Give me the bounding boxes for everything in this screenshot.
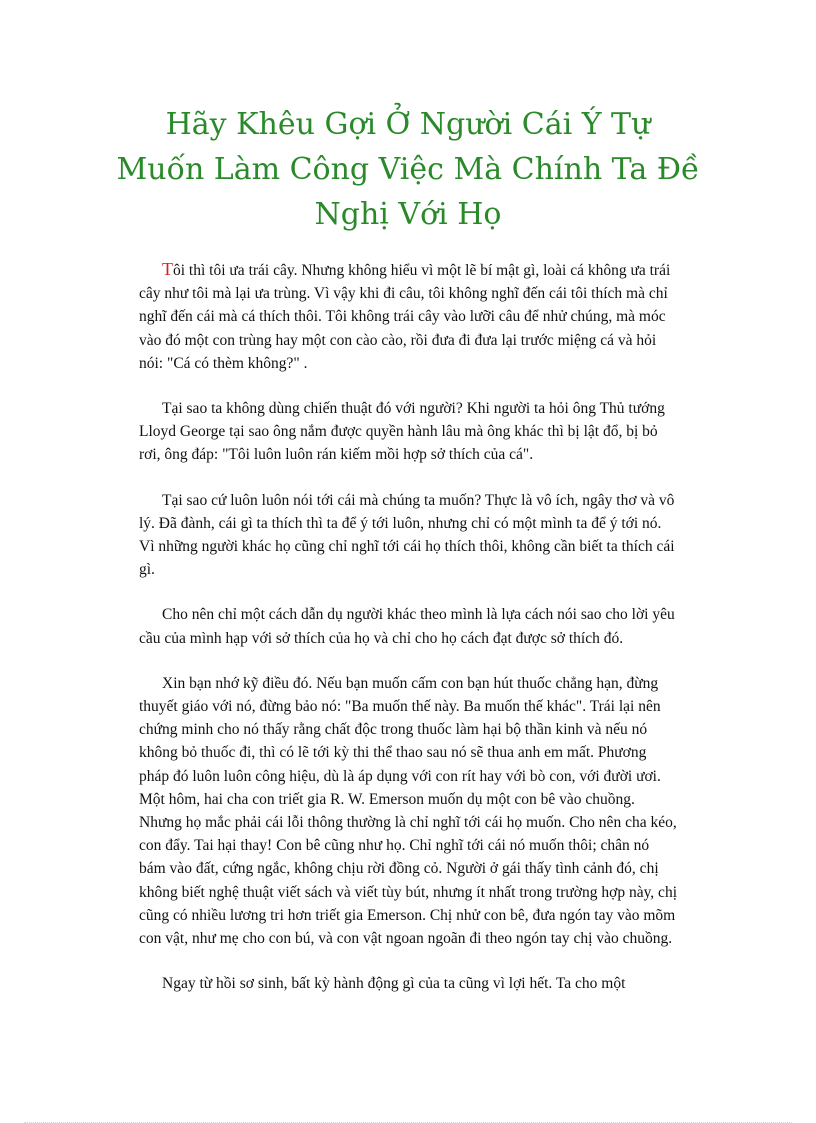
paragraph-text: ôi thì tôi ưa trái cây. Nhưng không hiểu vì một lẽ bí mật gì, loài cá không ưa trái cây như tôi mà lại ưa trùng. Vì vậy khi đi câu, tôi không nghĩ đến cái tôi thích mà chỉ nghĩ đến cái mà cá thích thôi. Tôi không trái cây vào lưỡi câu để nhử chúng, mà móc vào đó một con trùng hay một con cào cào, rồi đưa đi đưa lại trước miệng cá và hỏi nói: "Cá có thèm không?" . (139, 262, 671, 372)
paragraph-text: Tại sao cứ luôn luôn nói tới cái mà chúng ta muốn? Thực là vô ích, ngây thơ và vô lý. Đã đành, cái gì ta thích thì ta để ý tới luôn, nhưng chỉ có một mình ta để ý tới nó. Vì những người khác họ cũng chỉ nghĩ tới cái họ thích thôi, không cần biết ta thích cái gì. (139, 491, 675, 579)
paragraph-2 (139, 397, 679, 467)
title-line: Nghị Với Họ (314, 197, 502, 232)
paragraph-text: Tại sao ta không dùng chiến thuật đó với người? Khi người ta hỏi ông Thủ tướng Lloyd George tại sao ông nắm được quyền hành lâu mà ông khác thì bị lật đổ, bị bỏ rơi, ông đáp: "Tôi luôn luôn rán kiếm mồi hợp sở thích của cá". (139, 400, 665, 464)
paragraph-text: Xin bạn nhớ kỹ điều đó. Nếu bạn muốn cấm con bạn hút thuốc chẳng hạn, đừng thuyết giáo với nó, đừng bảo nó: "Ba muốn thế này. Ba muốn thế khác". Trái lại nên chứng minh cho nó thấy rằng chất độc trong thuốc làm hại bộ thần kinh và nếu nó không bỏ thuốc đi, thì có lẽ tới kỳ thi thể thao sau nó sẽ thua anh em mất. Phương pháp đó luôn luôn công hiệu, dù là áp dụng với con rít hay với bò con, với đười ươi. Một hôm, hai cha con triết gia R. W. Emerson muốn dụ một con bê vào chuồng. Nhưng họ mắc phải cái lỗi thông thường là chỉ nghĩ tới cái họ muốn. Cho nên cha kéo, con đẩy. Tai hại thay! Con bê cũng như họ. Chỉ nghĩ tới cái nó muốn thôi; chân nó bám vào đất, cứng ngắc, không chịu rời đồng cỏ. Người ở gái thấy tình cảnh đó, chị không biết nghệ thuật viết sách và viết tùy bút, nhưng ít nhất trong trường hợp này, chị cũng có nhiều lương tri hơn triết gia Emerson. Chị nhử con bê, đưa ngón tay vào mõm con vật, như mẹ cho con bú, và con vật ngoan ngoãn đi theo ngón tay chị vào chuồng. (139, 674, 677, 948)
title-line: Hãy Khêu Gợi Ở Người Cái Ý Tự (165, 107, 651, 142)
paragraph-5 (139, 672, 679, 950)
paragraph-6 (139, 972, 679, 995)
document-title (100, 102, 716, 237)
drop-cap: T (162, 259, 173, 279)
paragraph-text: Cho nên chỉ một cách dẫn dụ người khác theo mình là lựa cách nói sao cho lời yêu cầu của mình hạp với sở thích của họ và chỉ cho họ cách đạt được sở thích đó. (139, 606, 675, 647)
paragraph-3 (139, 489, 679, 582)
document-body (139, 258, 679, 1017)
paragraph-4 (139, 603, 679, 649)
paragraph-1 (139, 258, 679, 375)
title-line: Muốn Làm Công Việc Mà Chính Ta Đề (116, 152, 700, 187)
paragraph-text: Ngay từ hồi sơ sinh, bất kỳ hành động gì của ta cũng vì lợi hết. Ta cho một (162, 975, 626, 993)
